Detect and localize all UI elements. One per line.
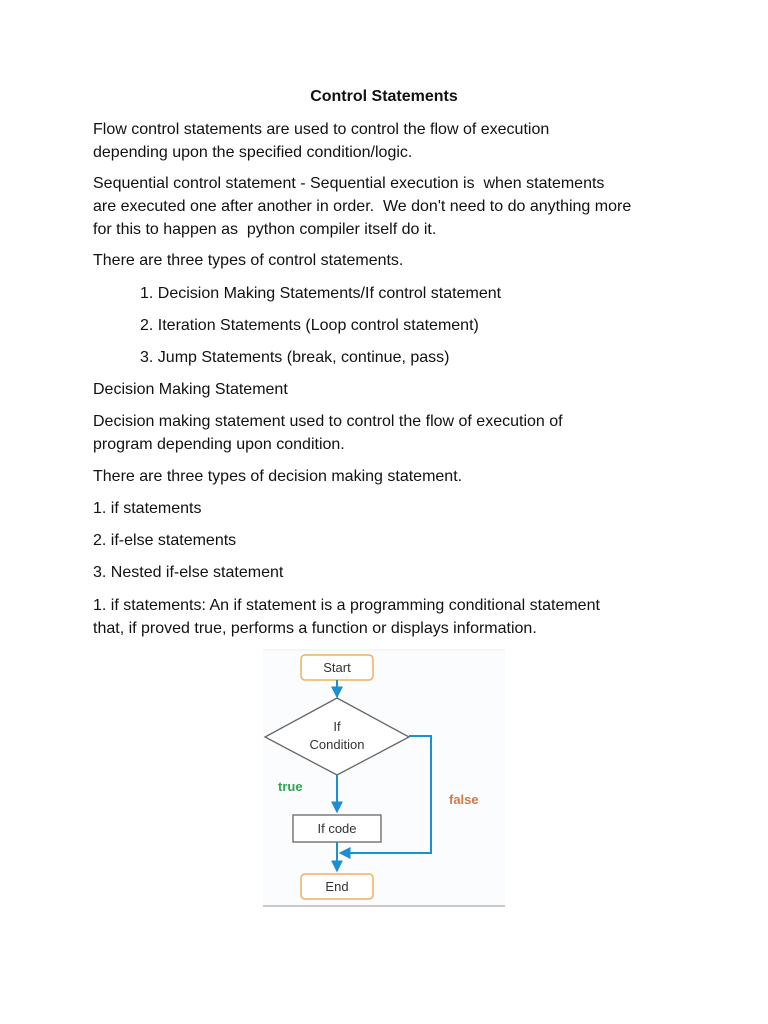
text-line: Decision Making Statement	[93, 381, 288, 398]
paragraph-three-types	[93, 249, 693, 272]
text-line: Sequential control statement - Sequential execution is when statements	[93, 175, 605, 192]
text-line: depending upon the specified condition/logic.	[93, 144, 413, 161]
flowchart-true-label: true	[278, 779, 303, 794]
list-item-decision-type	[93, 497, 693, 520]
text-line: Decision making statement used to control the flow of execution of	[93, 413, 563, 430]
flowchart-end-label: End	[325, 879, 349, 894]
text-line: 1. Decision Making Statements/If control statement	[140, 285, 502, 302]
if-flowchart	[263, 649, 505, 907]
text-line: are executed one after another in order. We don't need to do anything more	[93, 198, 632, 215]
flowchart-svg	[263, 649, 505, 907]
list-item-decision-type	[93, 561, 693, 584]
document-title: Control Statements	[310, 88, 458, 105]
list-item-control-type	[140, 314, 740, 337]
list-item-control-type	[140, 346, 740, 369]
text-line: that, if proved true, performs a function or displays information.	[93, 620, 537, 637]
text-line: 1. if statements: An if statement is a programming conditional statement	[93, 597, 600, 614]
paragraph-decision-description	[93, 410, 693, 456]
list-item-control-type	[140, 282, 740, 305]
flowchart-start-label: Start	[323, 660, 351, 675]
text-line: program depending upon condition.	[93, 436, 345, 453]
flowchart-condition-label: Condition	[309, 737, 365, 752]
text-line: 1. if statements	[93, 500, 202, 517]
text-line: 2. if-else statements	[93, 532, 237, 549]
paragraph-decision-types	[93, 465, 693, 488]
paragraph-flow-control	[93, 118, 693, 164]
text-line: for this to happen as python compiler itself do it.	[93, 221, 437, 238]
flowchart-condition-label: If	[333, 719, 341, 734]
text-line: 3. Nested if-else statement	[93, 564, 284, 581]
text-line: 2. Iteration Statements (Loop control statement)	[140, 317, 479, 334]
flowchart-code-label: If code	[317, 821, 357, 836]
text-line: 3. Jump Statements (break, continue, pass)	[140, 349, 450, 366]
list-item-decision-type	[93, 529, 693, 552]
flowchart-background	[263, 649, 505, 907]
text-line: Flow control statements are used to control the flow of execution	[93, 121, 550, 138]
paragraph-decision-heading	[93, 378, 693, 401]
paragraph-sequential	[93, 172, 693, 241]
paragraph-if-statement	[93, 594, 693, 640]
flowchart-false-label: false	[449, 792, 479, 807]
text-line: There are three types of control statements.	[93, 252, 404, 269]
text-line: There are three types of decision making statement.	[93, 468, 463, 485]
